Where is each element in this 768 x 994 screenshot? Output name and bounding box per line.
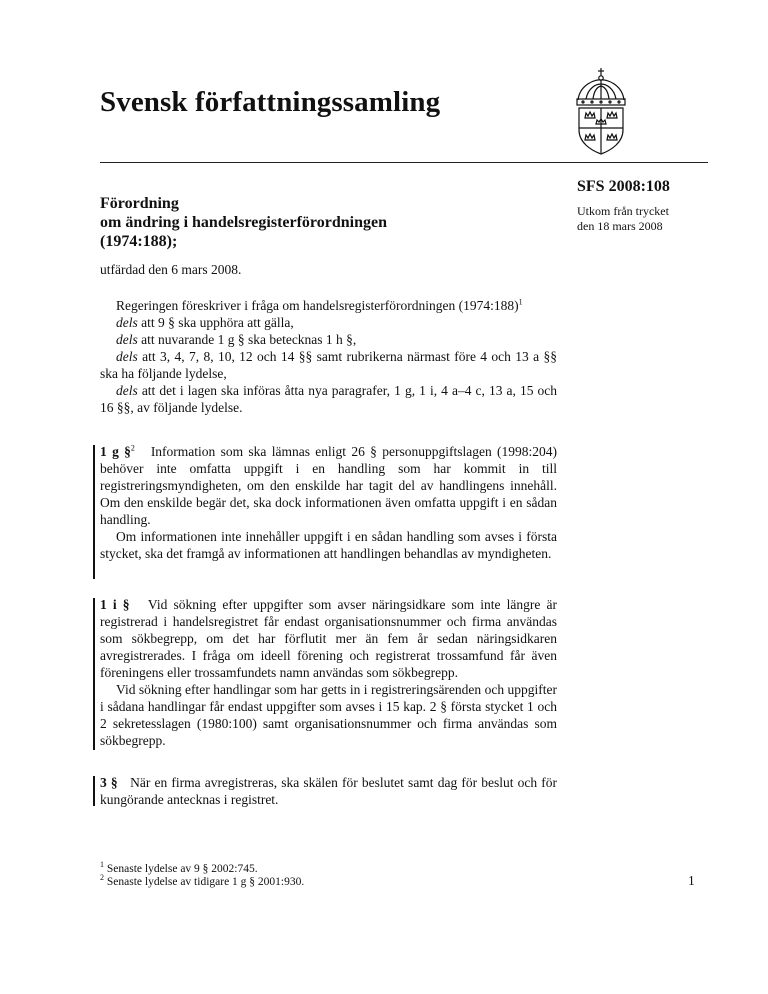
document-title-line-1: Förordning xyxy=(100,195,179,212)
page-number: 1 xyxy=(688,873,695,888)
section-1i-para-1 xyxy=(100,596,557,681)
section-text: Information som ska lämnas enligt 26 § personuppgiftslagen (1998:204) behöver inte omfatta uppgift i en handling som har kommit in till registreringsmyndigheten, om den enskilde har tagit del av handlingens innehåll. Om den enskilde begär det, ska dock informationen även omfatta uppgift i en sådan handling. xyxy=(100,444,557,527)
section-3-para-1 xyxy=(100,774,557,808)
document-title-line-2: om ändring i handelsregisterförordningen xyxy=(100,214,387,231)
section-label: 1 i § xyxy=(100,597,130,612)
footnote xyxy=(100,860,258,876)
publication-line-1: Utkom från trycket xyxy=(577,204,669,218)
section-1g-para-1 xyxy=(100,443,557,528)
dels-text-1: att 9 § ska upphöra att gälla, xyxy=(137,315,294,330)
header-rule xyxy=(100,162,708,163)
dels-item-3 xyxy=(100,348,557,382)
section-3 xyxy=(100,774,557,808)
section-1i xyxy=(100,596,557,749)
footnote-ref-1: 1 xyxy=(518,297,523,307)
section-text: Vid sökning efter uppgifter som avser näringsidkare som inte längre är registrerad i handelsregistret får endast organisationsnummer och firma användas som sökbegrepp, om det har förflutit mer än fem år sedan näringsidkaren avregistrerades. I fråga om ideell förening och registrerat trossamfund får även föreningens eller trossamfundets namn användas som sökbegrepp. xyxy=(100,597,557,680)
section-1i-para-2: Vid sökning efter handlingar som har getts in i registreringsärenden och uppgifter i sådana handlingar får endast uppgifter som avses i 15 kap. 2 § första stycket 1 och 2 sekretesslagen (1980:100) samt organisationsnummer och firma användas som sökbegrepp. xyxy=(100,682,557,748)
footnote-number: 2 xyxy=(100,873,104,883)
footnote-number: 1 xyxy=(100,860,104,870)
publication-date: den 18 mars 2008 xyxy=(577,219,663,233)
dels-word: dels xyxy=(116,315,138,330)
intro-lead-text: Regeringen föreskriver i fråga om handelsregisterförordningen (1974:188) xyxy=(116,298,519,313)
dels-text-3: att 3, 4, 7, 8, 10, 12 och 14 §§ samt rubrikerna närmast före 4 och 13 a §§ ska ha följande lydelse, xyxy=(100,349,557,381)
intro-lead xyxy=(100,297,557,314)
footnote-text: Senaste lydelse av 9 § 2002:745. xyxy=(106,863,258,875)
dels-text-4: att det i lagen ska införas åtta nya paragrafer, 1 g, 1 i, 4 a–4 c, 13 a, 15 och 16 §§, av följande lydelse. xyxy=(100,383,557,415)
section-label: 3 § xyxy=(100,775,118,790)
footnote-ref-2: 2 xyxy=(130,443,135,453)
intro-block xyxy=(100,297,557,416)
dels-word: dels xyxy=(116,332,138,347)
dels-word: dels xyxy=(116,349,138,364)
dels-item-1 xyxy=(100,314,557,331)
section-label: 1 g § xyxy=(100,444,131,459)
swedish-coat-of-arms-icon xyxy=(568,66,634,156)
change-bar xyxy=(93,445,95,579)
change-bar xyxy=(93,598,95,750)
dels-text-2: att nuvarande 1 g § ska betecknas 1 h §, xyxy=(137,332,357,347)
change-bar xyxy=(93,776,95,806)
document-title-line-3: (1974:188); xyxy=(100,233,178,250)
footnote xyxy=(100,873,305,889)
dels-word: dels xyxy=(116,383,138,398)
issued-date: utfärdad den 6 mars 2008. xyxy=(100,262,242,277)
dels-item-4 xyxy=(100,382,557,416)
section-1g-para-2: Om informationen inte innehåller uppgift i en sådan handling som avses i första stycket, ska det framgå av informationen att handlingen behandlas av myndigheten. xyxy=(100,529,557,561)
series-title: Svensk författningssamling xyxy=(100,86,441,118)
dels-item-2 xyxy=(100,331,557,348)
section-1g xyxy=(100,443,557,562)
footnote-text: Senaste lydelse av tidigare 1 g § 2001:930. xyxy=(106,876,305,888)
sfs-number: SFS 2008:108 xyxy=(577,178,670,195)
section-text: När en firma avregistreras, ska skälen för beslutet samt dag för beslut och för kungörande antecknas i registret. xyxy=(100,775,558,807)
